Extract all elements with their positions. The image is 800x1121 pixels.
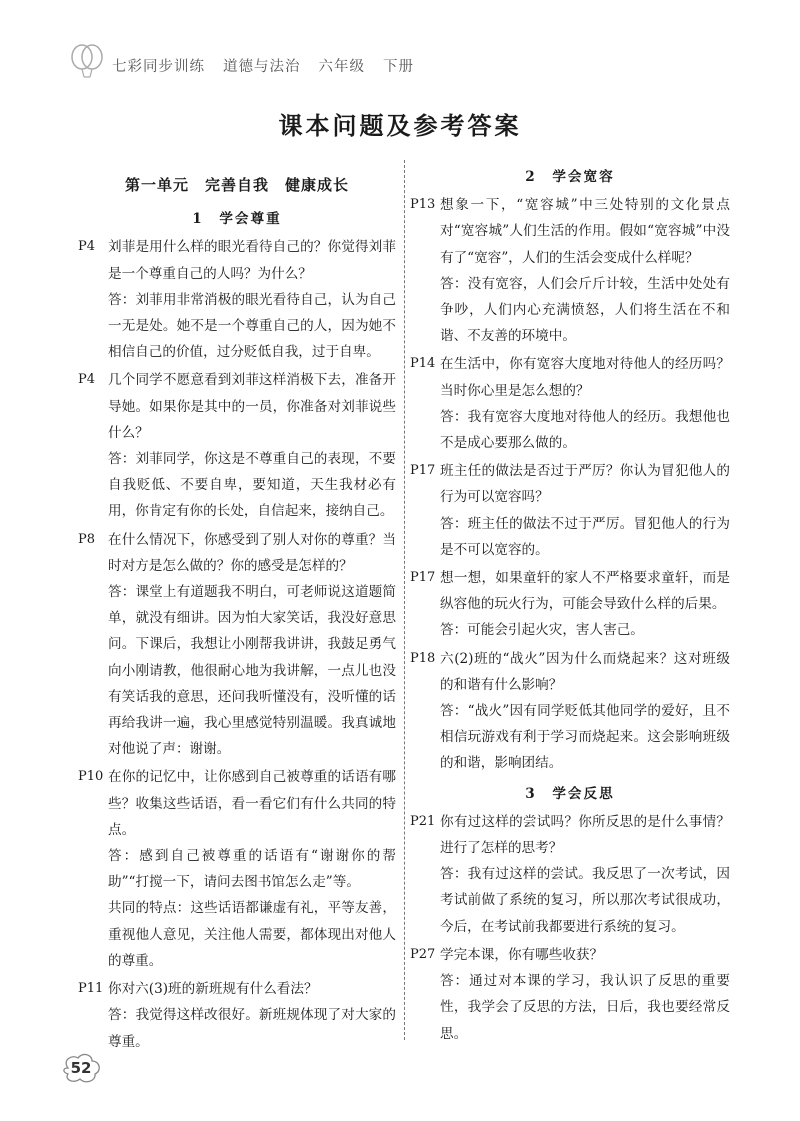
answer-text: 答：没有宽容，人们会斤斤计较，生活中处处有争吵，人们内心充满愤怒，人们将生活在不和谐、不友善的环境中。 [440,275,730,345]
question-text: 想一想，如果童轩的家人不严格要求童轩，而是纵容他的玩火行为，可能会导致什么样的后果。 [440,570,730,613]
qa-item [410,458,730,563]
question-text: 几个同学不愿意看到刘菲这样消极下去，准备开导她。如果你是其中的一员，你准备对刘菲说些什么？ [108,372,396,441]
page-ref: P10 [78,769,104,785]
page-ref: P27 [410,946,436,962]
page-ref: P21 [410,813,436,829]
qa-item [410,809,730,940]
page-ref: P4 [78,372,96,388]
qa-item [410,565,730,644]
left-column [78,160,396,1055]
question-text: 学完本课，你有哪些收获？ [440,946,604,963]
page-ref: P8 [78,531,96,547]
answer-text: 答：我有宽容大度地对待他人的经历。我想他也不是成心要那么做的。 [440,408,730,452]
question-text: 班主任的做法是否过于严厉？你认为冒犯他人的行为可以宽容吗？ [440,463,730,506]
page-header [70,42,414,82]
page-ref: P13 [410,197,436,213]
lesson-title: 3 学会反思 [525,785,615,802]
qa-item [78,234,396,365]
lesson-title: 1 学会尊重 [192,211,282,228]
page-title: 课本问题及参考答案 [278,111,522,140]
header-series: 七彩同步训练 [112,58,205,75]
answer-text: 答：刘菲用非常消极的眼光看待自己，认为自己一无是处。她不是一个尊重自己的人，因为她不相信自己的价值，过分贬低自我，过于自卑。 [108,291,396,361]
balloon-logo-icon [70,43,104,81]
answer-text: 答：感到自己被尊重的话语有“谢谢你的帮助”“打搅一下，请问去图书馆怎么走”等。 [108,848,396,891]
column-divider [404,160,405,1040]
answer-text: 答：刘菲同学，你这是不尊重自己的表现，不要自我贬低、不要自卑，要知道，天生我材必有用，你肯定有你的长处，自信起来，接纳自己。 [108,451,396,520]
answer-text: 答：可能会引起火灾，害人害己。 [440,622,644,639]
answer-text: 答：课堂上有道题我不明白，可老师说这道题简单，就没有细讲。因为怕大家笑话，我没好意思问。下课后，我想让小刚帮我讲讲，我鼓足勇气向小刚请教，他很耐心地为我讲解，一点儿也没有笑话我的意思，还问我听懂没有，没听懂的话再给我讲一遍，我心里感觉特别温暖。我真诚地对他说了声：谢谢。 [108,584,396,758]
qa-item [78,527,396,763]
page-ref: P11 [78,981,104,997]
answer-text: 共同的特点：这些话语都谦虚有礼，平等友善，重视他人意见，关注他人需要，都体现出对他人的尊重。 [108,900,396,969]
header-subject: 道德与法治 [223,58,301,75]
answer-text: 答：我觉得这样改很好。新班规体现了对大家的尊重。 [108,1007,396,1050]
question-text: 在你的记忆中，让你感到自己被尊重的话语有哪些？收集这些话语，看一看它们有什么共同的特点。 [108,769,396,838]
qa-item [78,764,396,974]
qa-item [78,976,396,1055]
question-text: 在什么情况下，你感受到了别人对你的尊重？当时对方是怎么做的？你的感受是怎样的？ [108,531,396,574]
answer-text: 答：“战火”因有同学贬低其他同学的爱好，且不相信玩游戏有利于学习而烧起来。这会影响班级的和谐，影响团结。 [440,703,730,772]
question-text: 在生活中，你有宽容大度地对待他人的经历吗？当时你心里是怎么想的？ [440,356,730,399]
answer-text: 答：我有过这样的尝试。我反思了一次考试，因考试前做了系统的复习，所以那次考试很成功，今后，在考试前我都要进行系统的复习。 [440,866,730,935]
page-ref: P17 [410,570,436,586]
question-text: 刘菲是用什么样的眼光看待自己的？你觉得刘菲是一个尊重自己的人吗？为什么？ [108,239,396,282]
answer-text: 答：班主任的做法不过于严厉。冒犯他人的行为是不可以宽容的。 [440,515,730,558]
question-text: 想象一下，“宽容城”中三处特别的文化景点对“宽容城”人们生活的作用。假如“宽容城”中没有了“宽容”，人们的生活会变成什么样呢？ [440,197,730,266]
page-number-badge [60,1052,102,1084]
question-text: 你对六(3)班的新班规有什么看法？ [108,981,318,998]
qa-item [410,646,730,777]
lesson-title: 2 学会宽容 [525,169,615,185]
unit-title: 第一单元 完善自我 健康成长 [124,176,349,194]
page-ref: P4 [78,239,96,255]
header-volume: 下册 [383,58,414,75]
question-text: 六(2)班的“战火”因为什么而烧起来？这对班级的和谐有什么影响？ [440,650,730,693]
page-ref: P14 [410,356,436,372]
qa-item [410,192,730,349]
page-number: 52 [70,1059,92,1077]
answer-text: 答：通过对本课的学习，我认识了反思的重要性，我学会了反思的方法，日后，我也要经常反思。 [440,973,730,1042]
right-column [410,160,730,1047]
qa-item [410,942,730,1047]
qa-item [78,367,396,524]
question-text: 你有过这样的尝试吗？你所反思的是什么事情？进行了怎样的思考？ [440,813,730,857]
header-grade: 六年级 [318,58,365,75]
qa-item [410,351,730,456]
page-ref: P18 [410,650,436,666]
page-ref: P17 [410,463,436,479]
